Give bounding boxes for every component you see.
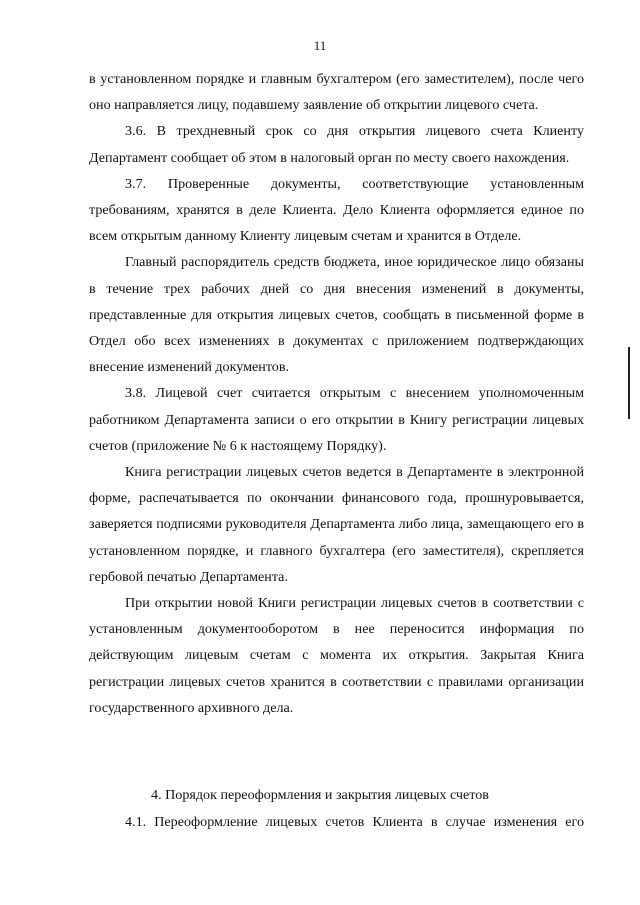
paragraph-main-distributor: Главный распорядитель средств бюджета, иное юридическое лицо обязаны в течение трех рабочих дней со дня внесения изменений в документы, представленные для открытия лицевых счетов, сообщать в письменной форме в Отдел обо всех изменениях в документах с приложением подтверждающих внесение изменений документов.: [89, 254, 584, 376]
paragraph-registration-book: Книга регистрации лицевых счетов ведется в Департаменте в электронной форме, распечатывается по окончании финансового года, прошнуровывается, заверяется подписями руководителя Департамента либо лица, замещающего его в установленном порядке, и главного бухгалтера (его заместителя), скрепляется гербовой печатью Департамента.: [89, 464, 584, 585]
body-text: [89, 66, 584, 721]
section-heading: 4. Порядок переоформления и закрытия лицевых счетов: [151, 787, 489, 803]
paragraph-continuation: в установленном порядке и главным бухгалтером (его заместителем), после чего оно направляется лицу, подавшему заявление об открытии лицевого счета.: [89, 71, 584, 114]
margin-mark: [628, 347, 630, 419]
paragraph-4-1: 4.1. Переоформление лицевых счетов Клиента в случае изменения его: [125, 814, 584, 830]
paragraph-3-8: 3.8. Лицевой счет считается открытым с внесением уполномоченным работником Департамента записи о его открытии в Книгу регистрации лицевых счетов (приложение № 6 к настоящему Порядку).: [89, 385, 584, 454]
paragraph-3-7: 3.7. Проверенные документы, соответствующие установленным требованиям, хранятся в деле Клиента. Дело Клиента оформляется единое по всем открытым данному Клиенту лицевым счетам и хранится в Отделе.: [89, 175, 584, 245]
paragraph-3-6: 3.6. В трехдневный срок со дня открытия лицевого счета Клиенту Департамент сообщает об этом в налоговый орган по месту своего нахождения.: [89, 123, 584, 166]
paragraph-new-book: При открытии новой Книги регистрации лицевых счетов в соответствии с установленным документооборотом в нее переносится информация по действующим лицевым счетам с момента их открытия. Закрытая Книга регистрации лицевых счетов хранится в соответствии с правилами организации государственного архивного дела.: [89, 595, 584, 716]
page-number: 11: [313, 38, 327, 53]
